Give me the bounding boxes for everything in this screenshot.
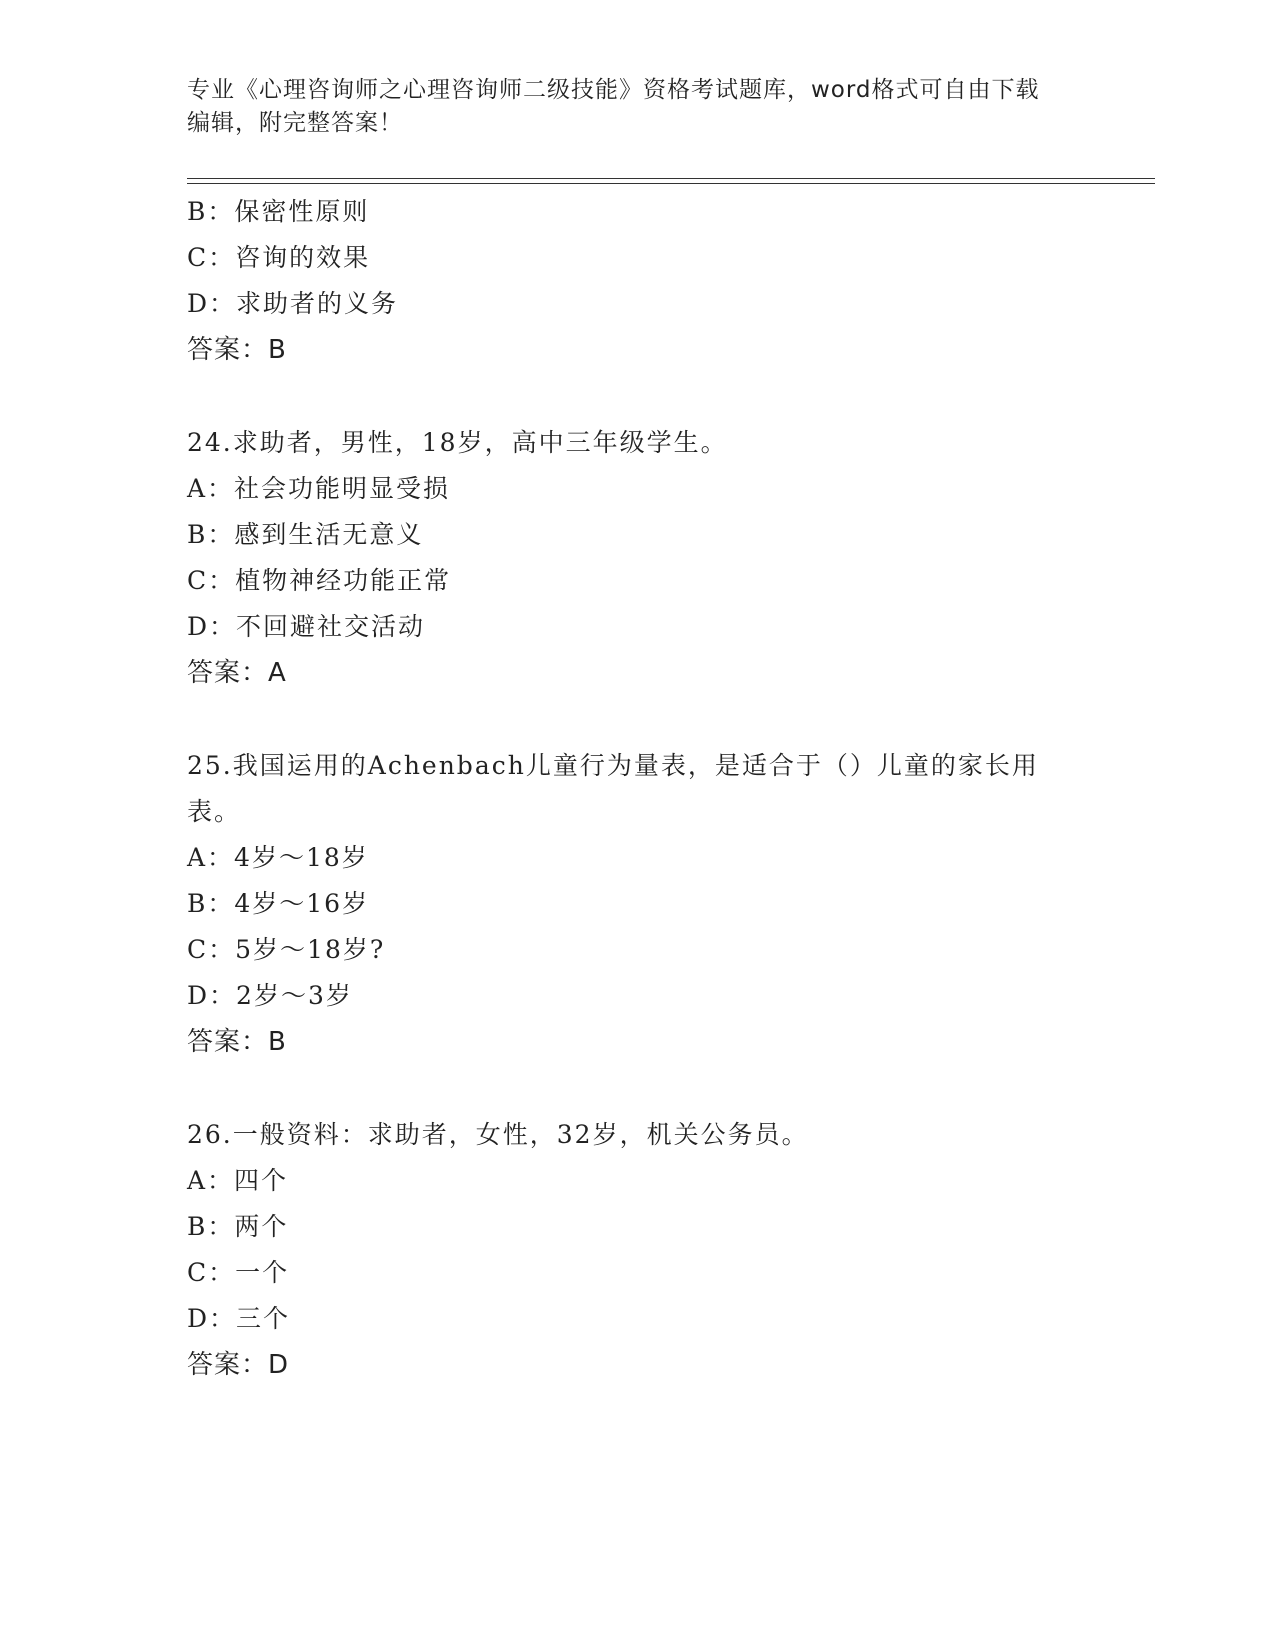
spacer: [187, 696, 1087, 743]
question-stem: 24.求助者，男性，18岁，高中三年级学生。: [187, 428, 728, 457]
document-header: [187, 74, 1087, 140]
option-d: D：不回避社交活动: [187, 612, 426, 641]
answer-line: 答案：A: [187, 658, 287, 688]
question-content: [187, 189, 1087, 1388]
question-stem-line-2: 表。: [187, 797, 242, 826]
question-24: [187, 420, 1087, 696]
option-a: A：4岁～18岁: [187, 843, 369, 872]
question-stem: 26.一般资料：求助者，女性，32岁，机关公务员。: [187, 1120, 809, 1149]
answer-line: 答案：D: [187, 1350, 290, 1380]
option-b: B：4岁～16岁: [187, 889, 370, 918]
question-stem-line-1: 25.我国运用的Achenbach儿童行为量表，是适合于（）儿童的家长用: [187, 751, 1039, 780]
option-d: D：求助者的义务: [187, 289, 399, 318]
question-25: [187, 743, 1087, 1065]
option-c: C：一个: [187, 1258, 290, 1287]
header-line-1: 专业《心理咨询师之心理咨询师二级技能》资格考试题库，word格式可自由下载: [187, 77, 1040, 103]
option-c: C：咨询的效果: [187, 243, 371, 272]
option-d: D：三个: [187, 1304, 291, 1333]
question-26: [187, 1112, 1087, 1388]
option-a: A：四个: [187, 1166, 289, 1195]
header-divider-bottom: [187, 183, 1155, 184]
option-a: A：社会功能明显受损: [187, 474, 451, 503]
option-b: B：保密性原则: [187, 197, 370, 226]
option-d: D：2岁～3岁: [187, 981, 353, 1010]
answer-line: 答案：B: [187, 335, 287, 365]
header-line-2: 编辑，附完整答案！: [187, 110, 403, 136]
option-b: B：感到生活无意义: [187, 520, 424, 549]
option-c: C：植物神经功能正常: [187, 566, 452, 595]
header-divider-top: [187, 178, 1155, 179]
option-c: C：5岁～18岁?: [187, 935, 386, 964]
spacer: [187, 1065, 1087, 1112]
option-b: B：两个: [187, 1212, 289, 1241]
partial-question-23: [187, 189, 1087, 373]
spacer: [187, 373, 1087, 420]
answer-line: 答案：B: [187, 1027, 287, 1057]
